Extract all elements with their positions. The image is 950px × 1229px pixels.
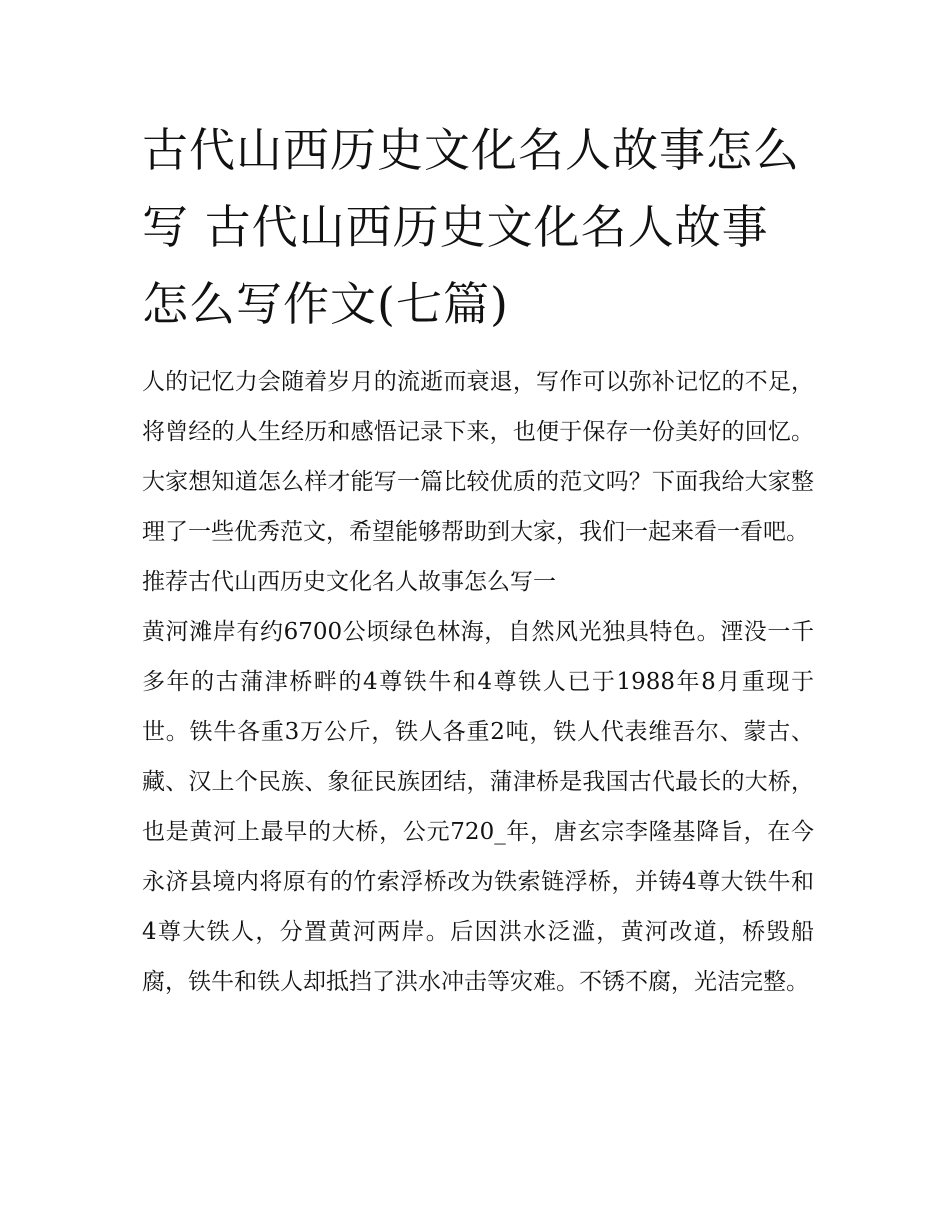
document-content bbox=[142, 112, 814, 1007]
document-title: 古代山西历史文化名人故事怎么写 古代山西历史文化名人故事怎么写作文(七篇) bbox=[142, 123, 800, 331]
body-paragraph: 黄河滩岸有约6700公顷绿色林海，自然风光独具特色。湮没一千多年的古蒲津桥畔的4尊铁牛和4尊铁人已于1988年8月重现于世。铁牛各重3万公斤，铁人各重2吨，铁人代表维吾尔、蒙古、藏、汉上个民族、象征民族团结，蒲津桥是我国古代最长的大桥，也是黄河上最早的大桥，公元720_年，唐玄宗李隆基降旨，在今永济县境内将原有的竹索浮桥改为铁索链浮桥，并铸4尊大铁牛和4尊大铁人，分置黄河两岸。后因洪水泛滥，黄河改道，桥毁船腐，铁牛和铁人却抵挡了洪水冲击等灾难。不锈不腐，光洁完整。 bbox=[142, 619, 814, 995]
section-heading: 推荐古代山西历史文化名人故事怎么写一 bbox=[142, 569, 556, 595]
intro-paragraph: 人的记忆力会随着岁月的流逝而衰退，写作可以弥补记忆的不足，将曾经的人生经历和感悟记录下来，也便于保存一份美好的回忆。大家想知道怎么样才能写一篇比较优质的范文吗？下面我给大家整理了一些优秀范文，希望能够帮助到大家，我们一起来看一看吧。 bbox=[142, 369, 814, 545]
